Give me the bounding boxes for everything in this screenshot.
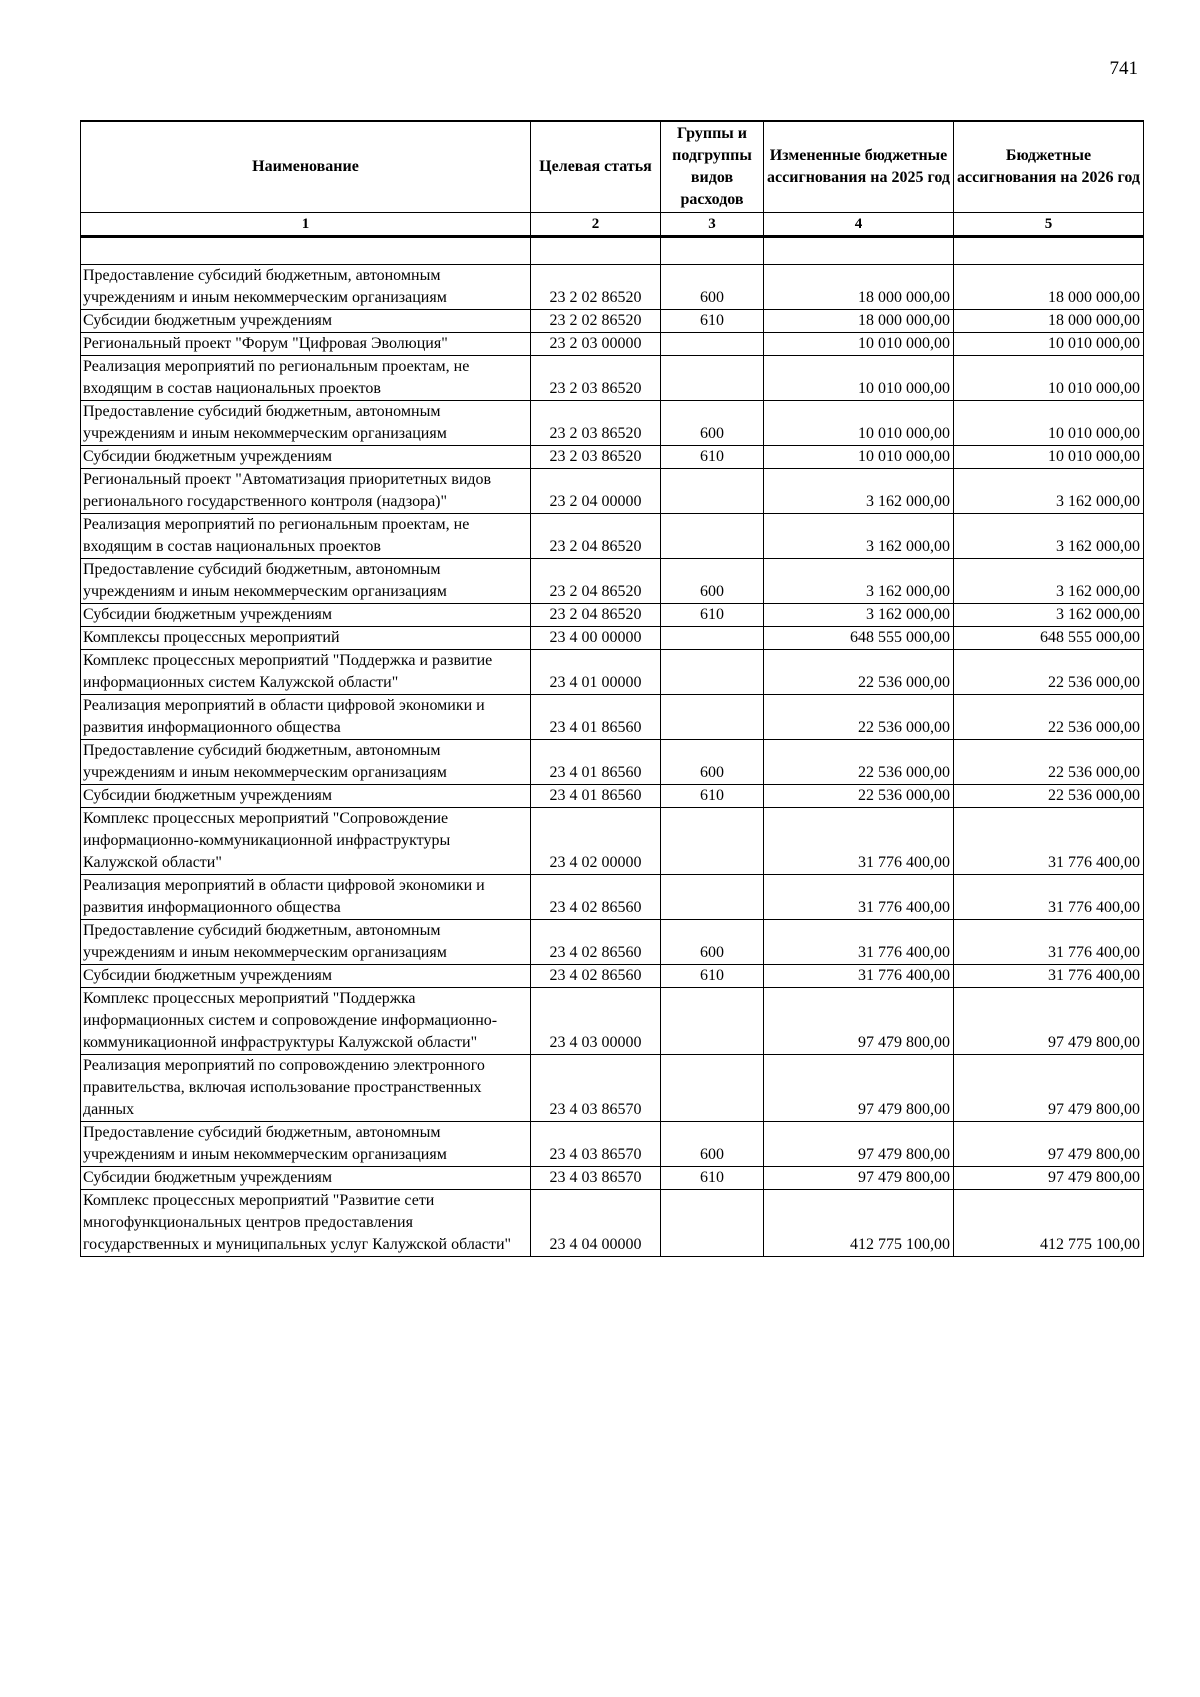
cell-name: Региональный проект "Форум "Цифровая Эволюция" (81, 333, 531, 356)
cell-amount-2025: 10 010 000,00 (764, 356, 954, 401)
cell-target-article: 23 4 01 86560 (531, 785, 661, 808)
cell-amount-2025: 31 776 400,00 (764, 920, 954, 965)
column-number: 5 (954, 213, 1144, 237)
cell-name: Реализация мероприятий по региональным проектам, не входящим в состав национальных проектов (81, 356, 531, 401)
cell-amount-2026: 22 536 000,00 (954, 650, 1144, 695)
cell-target-article: 23 4 03 86570 (531, 1122, 661, 1167)
cell-expense-group (661, 808, 764, 875)
table-row (81, 920, 1144, 965)
cell-target-article: 23 4 03 86570 (531, 1055, 661, 1122)
cell-name: Предоставление субсидий бюджетным, автономным учреждениям и иным некоммерческим организациям (81, 559, 531, 604)
table-row (81, 875, 1144, 920)
cell-target-article: 23 4 04 00000 (531, 1190, 661, 1257)
table-row (81, 310, 1144, 333)
cell-target-article: 23 2 04 86520 (531, 514, 661, 559)
cell-target-article: 23 4 02 00000 (531, 808, 661, 875)
cell-amount-2026: 22 536 000,00 (954, 785, 1144, 808)
cell-name: Комплексы процессных мероприятий (81, 627, 531, 650)
cell-name: Реализация мероприятий по региональным проектам, не входящим в состав национальных проектов (81, 514, 531, 559)
cell-name: Комплекс процессных мероприятий "Сопровождение информационно-коммуникационной инфраструктуры Калужской области" (81, 808, 531, 875)
cell-amount-2025: 3 162 000,00 (764, 559, 954, 604)
cell-amount-2025: 22 536 000,00 (764, 740, 954, 785)
table-row (81, 650, 1144, 695)
table-spacer-row (81, 237, 1144, 265)
cell-amount-2025: 3 162 000,00 (764, 604, 954, 627)
cell-amount-2025: 648 555 000,00 (764, 627, 954, 650)
cell-name: Предоставление субсидий бюджетным, автономным учреждениям и иным некоммерческим организациям (81, 740, 531, 785)
column-number: 2 (531, 213, 661, 237)
cell-amount-2025: 97 479 800,00 (764, 1055, 954, 1122)
table-row (81, 333, 1144, 356)
table-row (81, 1122, 1144, 1167)
cell-expense-group (661, 650, 764, 695)
cell-expense-group: 610 (661, 604, 764, 627)
header-amount-2025: Измененные бюджетные ассигнования на 2025 год (764, 121, 954, 213)
cell-amount-2026: 22 536 000,00 (954, 695, 1144, 740)
table-row (81, 988, 1144, 1055)
cell-target-article: 23 2 02 86520 (531, 265, 661, 310)
cell-amount-2025: 31 776 400,00 (764, 965, 954, 988)
cell-target-article: 23 4 02 86560 (531, 920, 661, 965)
cell-amount-2025: 412 775 100,00 (764, 1190, 954, 1257)
cell-expense-group (661, 875, 764, 920)
cell-target-article: 23 4 03 86570 (531, 1167, 661, 1190)
cell-amount-2025: 10 010 000,00 (764, 446, 954, 469)
cell-target-article: 23 4 01 86560 (531, 740, 661, 785)
table-row (81, 740, 1144, 785)
cell-expense-group (661, 356, 764, 401)
column-number: 1 (81, 213, 531, 237)
cell-target-article: 23 2 03 86520 (531, 446, 661, 469)
cell-name: Субсидии бюджетным учреждениям (81, 1167, 531, 1190)
cell-amount-2025: 31 776 400,00 (764, 808, 954, 875)
cell-name: Комплекс процессных мероприятий "Поддержка информационных систем и сопровождение информационно-коммуникационной инфраструктуры Калужской области" (81, 988, 531, 1055)
table-row (81, 401, 1144, 446)
cell-target-article: 23 4 00 00000 (531, 627, 661, 650)
cell-name: Субсидии бюджетным учреждениям (81, 310, 531, 333)
cell-expense-group (661, 695, 764, 740)
table-row (81, 559, 1144, 604)
cell-amount-2026: 3 162 000,00 (954, 469, 1144, 514)
cell-expense-group (661, 627, 764, 650)
header-expense-groups: Группы и подгруппы видов расходов (661, 121, 764, 213)
cell-target-article: 23 2 02 86520 (531, 310, 661, 333)
cell-amount-2026: 3 162 000,00 (954, 559, 1144, 604)
table-row (81, 469, 1144, 514)
cell-target-article: 23 4 02 86560 (531, 875, 661, 920)
cell-target-article: 23 2 03 86520 (531, 356, 661, 401)
cell-amount-2026: 10 010 000,00 (954, 356, 1144, 401)
table-body (81, 237, 1144, 1257)
table-header-row (81, 121, 1144, 213)
cell-target-article: 23 4 02 86560 (531, 965, 661, 988)
table-row (81, 514, 1144, 559)
cell-amount-2025: 3 162 000,00 (764, 469, 954, 514)
table-row (81, 965, 1144, 988)
column-number: 4 (764, 213, 954, 237)
cell-expense-group: 600 (661, 740, 764, 785)
cell-expense-group (661, 1190, 764, 1257)
cell-name: Предоставление субсидий бюджетным, автономным учреждениям и иным некоммерческим организациям (81, 1122, 531, 1167)
cell-amount-2025: 97 479 800,00 (764, 988, 954, 1055)
cell-amount-2025: 3 162 000,00 (764, 514, 954, 559)
cell-name: Субсидии бюджетным учреждениям (81, 965, 531, 988)
cell-amount-2026: 31 776 400,00 (954, 875, 1144, 920)
cell-amount-2025: 18 000 000,00 (764, 310, 954, 333)
cell-target-article: 23 2 03 00000 (531, 333, 661, 356)
table-row (81, 1167, 1144, 1190)
cell-amount-2025: 18 000 000,00 (764, 265, 954, 310)
cell-expense-group (661, 1055, 764, 1122)
cell-expense-group: 600 (661, 559, 764, 604)
cell-amount-2026: 31 776 400,00 (954, 965, 1144, 988)
table-row (81, 446, 1144, 469)
cell-name: Реализация мероприятий в области цифровой экономики и развития информационного общества (81, 875, 531, 920)
cell-amount-2026: 3 162 000,00 (954, 514, 1144, 559)
cell-amount-2025: 31 776 400,00 (764, 875, 954, 920)
cell-target-article: 23 4 03 00000 (531, 988, 661, 1055)
cell-expense-group (661, 469, 764, 514)
cell-amount-2025: 10 010 000,00 (764, 401, 954, 446)
cell-amount-2026: 10 010 000,00 (954, 446, 1144, 469)
table-row (81, 1055, 1144, 1122)
cell-amount-2026: 10 010 000,00 (954, 333, 1144, 356)
cell-amount-2026: 97 479 800,00 (954, 988, 1144, 1055)
cell-expense-group (661, 988, 764, 1055)
header-amount-2026: Бюджетные ассигнования на 2026 год (954, 121, 1144, 213)
cell-amount-2026: 97 479 800,00 (954, 1122, 1144, 1167)
cell-amount-2026: 18 000 000,00 (954, 310, 1144, 333)
column-number: 3 (661, 213, 764, 237)
cell-amount-2026: 18 000 000,00 (954, 265, 1144, 310)
cell-amount-2026: 3 162 000,00 (954, 604, 1144, 627)
cell-target-article: 23 2 03 86520 (531, 401, 661, 446)
table-row (81, 356, 1144, 401)
cell-expense-group (661, 333, 764, 356)
cell-target-article: 23 2 04 86520 (531, 559, 661, 604)
cell-amount-2025: 22 536 000,00 (764, 695, 954, 740)
cell-amount-2026: 22 536 000,00 (954, 740, 1144, 785)
cell-amount-2025: 97 479 800,00 (764, 1167, 954, 1190)
cell-name: Предоставление субсидий бюджетным, автономным учреждениям и иным некоммерческим организациям (81, 265, 531, 310)
cell-expense-group: 610 (661, 310, 764, 333)
page-number: 741 (1109, 58, 1138, 79)
table-row (81, 695, 1144, 740)
cell-name: Субсидии бюджетным учреждениям (81, 446, 531, 469)
cell-amount-2025: 10 010 000,00 (764, 333, 954, 356)
cell-name: Комплекс процессных мероприятий "Поддержка и развитие информационных систем Калужской области" (81, 650, 531, 695)
cell-target-article: 23 2 04 00000 (531, 469, 661, 514)
cell-expense-group: 600 (661, 401, 764, 446)
cell-expense-group: 600 (661, 265, 764, 310)
cell-expense-group: 600 (661, 920, 764, 965)
cell-amount-2026: 31 776 400,00 (954, 808, 1144, 875)
table-row (81, 604, 1144, 627)
table-row (81, 627, 1144, 650)
cell-amount-2025: 22 536 000,00 (764, 650, 954, 695)
cell-expense-group: 600 (661, 1122, 764, 1167)
cell-target-article: 23 2 04 86520 (531, 604, 661, 627)
cell-amount-2025: 97 479 800,00 (764, 1122, 954, 1167)
cell-expense-group: 610 (661, 785, 764, 808)
cell-amount-2026: 412 775 100,00 (954, 1190, 1144, 1257)
header-name: Наименование (81, 121, 531, 213)
cell-name: Реализация мероприятий в области цифровой экономики и развития информационного общества (81, 695, 531, 740)
cell-amount-2026: 31 776 400,00 (954, 920, 1144, 965)
budget-table (80, 120, 1144, 1257)
cell-amount-2026: 648 555 000,00 (954, 627, 1144, 650)
cell-amount-2026: 97 479 800,00 (954, 1055, 1144, 1122)
cell-expense-group (661, 514, 764, 559)
cell-amount-2025: 22 536 000,00 (764, 785, 954, 808)
cell-target-article: 23 4 01 00000 (531, 650, 661, 695)
cell-name: Региональный проект "Автоматизация приоритетных видов регионального государственного контроля (надзора)" (81, 469, 531, 514)
cell-name: Реализация мероприятий по сопровождению электронного правительства, включая использование пространственных данных (81, 1055, 531, 1122)
cell-name: Предоставление субсидий бюджетным, автономным учреждениям и иным некоммерческим организациям (81, 401, 531, 446)
cell-target-article: 23 4 01 86560 (531, 695, 661, 740)
table-row (81, 808, 1144, 875)
cell-amount-2026: 10 010 000,00 (954, 401, 1144, 446)
cell-name: Субсидии бюджетным учреждениям (81, 785, 531, 808)
cell-amount-2026: 97 479 800,00 (954, 1167, 1144, 1190)
cell-expense-group: 610 (661, 446, 764, 469)
table-row (81, 1190, 1144, 1257)
table-row (81, 785, 1144, 808)
header-target-article: Целевая статья (531, 121, 661, 213)
cell-name: Субсидии бюджетным учреждениям (81, 604, 531, 627)
table-column-numbers-row (81, 213, 1144, 237)
table-row (81, 265, 1144, 310)
cell-name: Комплекс процессных мероприятий "Развитие сети многофункциональных центров предоставления государственных и муниципальных услуг Калужской области" (81, 1190, 531, 1257)
cell-expense-group: 610 (661, 1167, 764, 1190)
cell-expense-group: 610 (661, 965, 764, 988)
cell-name: Предоставление субсидий бюджетным, автономным учреждениям и иным некоммерческим организациям (81, 920, 531, 965)
